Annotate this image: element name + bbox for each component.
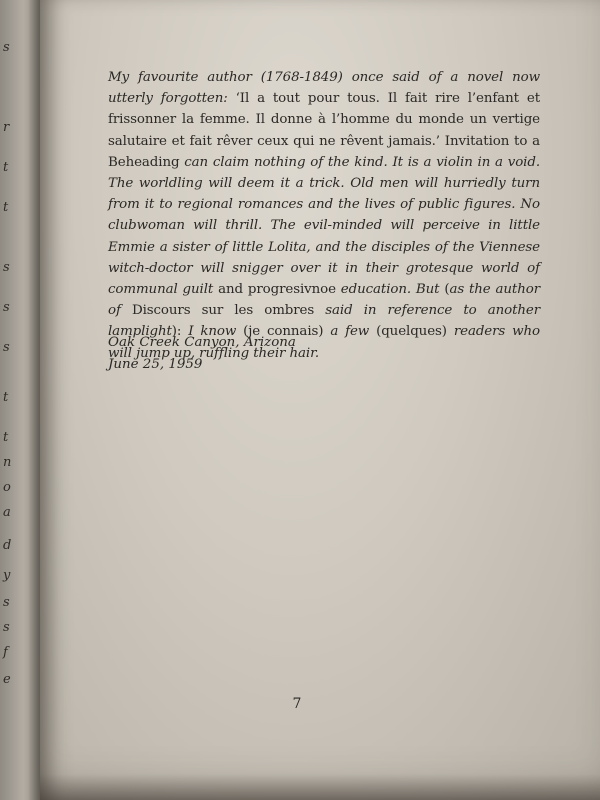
facing-page-edge	[0, 0, 42, 800]
text-segment: I know	[188, 324, 237, 340]
facing-letter: r	[3, 120, 10, 135]
facing-letter: s	[3, 340, 10, 355]
french-quotation: ‘Il a tout pour tous. Il fait rire l’enfant et frissonner la femme. Il donne à l’homme du monde un vertige salutaire et fait rêver ceux qui ne rêvent jamais.’ Invitation to a Beheading	[108, 91, 540, 170]
text-segment: said in reference to another lamplight	[108, 303, 540, 340]
facing-letter: s	[3, 40, 10, 55]
facing-letter: t	[3, 200, 9, 215]
book-page	[40, 0, 600, 800]
text-segment: readers who will jump up, ruffling their hair.	[108, 324, 540, 361]
text-segment: a few	[330, 324, 370, 340]
facing-letter: s	[3, 260, 10, 275]
facing-letter: s	[3, 595, 10, 610]
page-bottom-shadow	[40, 774, 600, 800]
facing-letter: d	[3, 538, 12, 553]
page-number: 7	[292, 696, 302, 712]
signature-date: June 25, 1959	[108, 356, 203, 372]
text-segment: (quelques)	[369, 324, 454, 340]
book-title: Discours sur les ombres	[120, 303, 326, 319]
facing-letter: s	[3, 300, 10, 315]
text-segment: ) once said of a novel now utterly forgotten:	[108, 70, 540, 107]
facing-letter: s	[3, 620, 10, 635]
facing-letter: n	[3, 455, 12, 470]
text-segment: My favourite author (	[108, 70, 266, 85]
text-segment: progresivnoe	[247, 282, 336, 298]
foreword-paragraph	[108, 67, 540, 364]
text-segment: (je connais)	[236, 324, 331, 340]
facing-letter: t	[3, 160, 9, 175]
facing-letter: a	[3, 505, 11, 520]
signature-block	[108, 332, 296, 375]
text-segment: (	[439, 282, 450, 298]
facing-letter: t	[3, 430, 9, 445]
text-segment: and	[213, 282, 248, 298]
facing-letter: e	[3, 672, 11, 687]
text-segment: as the author of	[108, 282, 540, 319]
author-dates: 1768-1849	[265, 70, 338, 85]
text-segment: ):	[171, 324, 189, 340]
signature-place: Oak Creek Canyon, Arizona	[108, 335, 296, 350]
facing-page-letters	[0, 0, 20, 800]
text-segment: can claim nothing of the kind. It is a violin in a void. The worldling will deem it a trick. Old men will hurriedly turn from it to regional romances and the lives of public figures. No clubwoman will thrill. The evil-minded will perceive in little Emmie a sister of little Lolita, and the disciples of the Viennese witch-doctor will snigger over it in their grotesque world of communal guilt	[108, 154, 540, 298]
text-segment: education. But	[335, 282, 440, 298]
facing-letter: o	[3, 480, 11, 495]
paragraph-text	[108, 67, 540, 364]
facing-letter: y	[3, 568, 11, 583]
facing-letter: t	[3, 390, 9, 405]
facing-letter: f	[3, 645, 8, 660]
